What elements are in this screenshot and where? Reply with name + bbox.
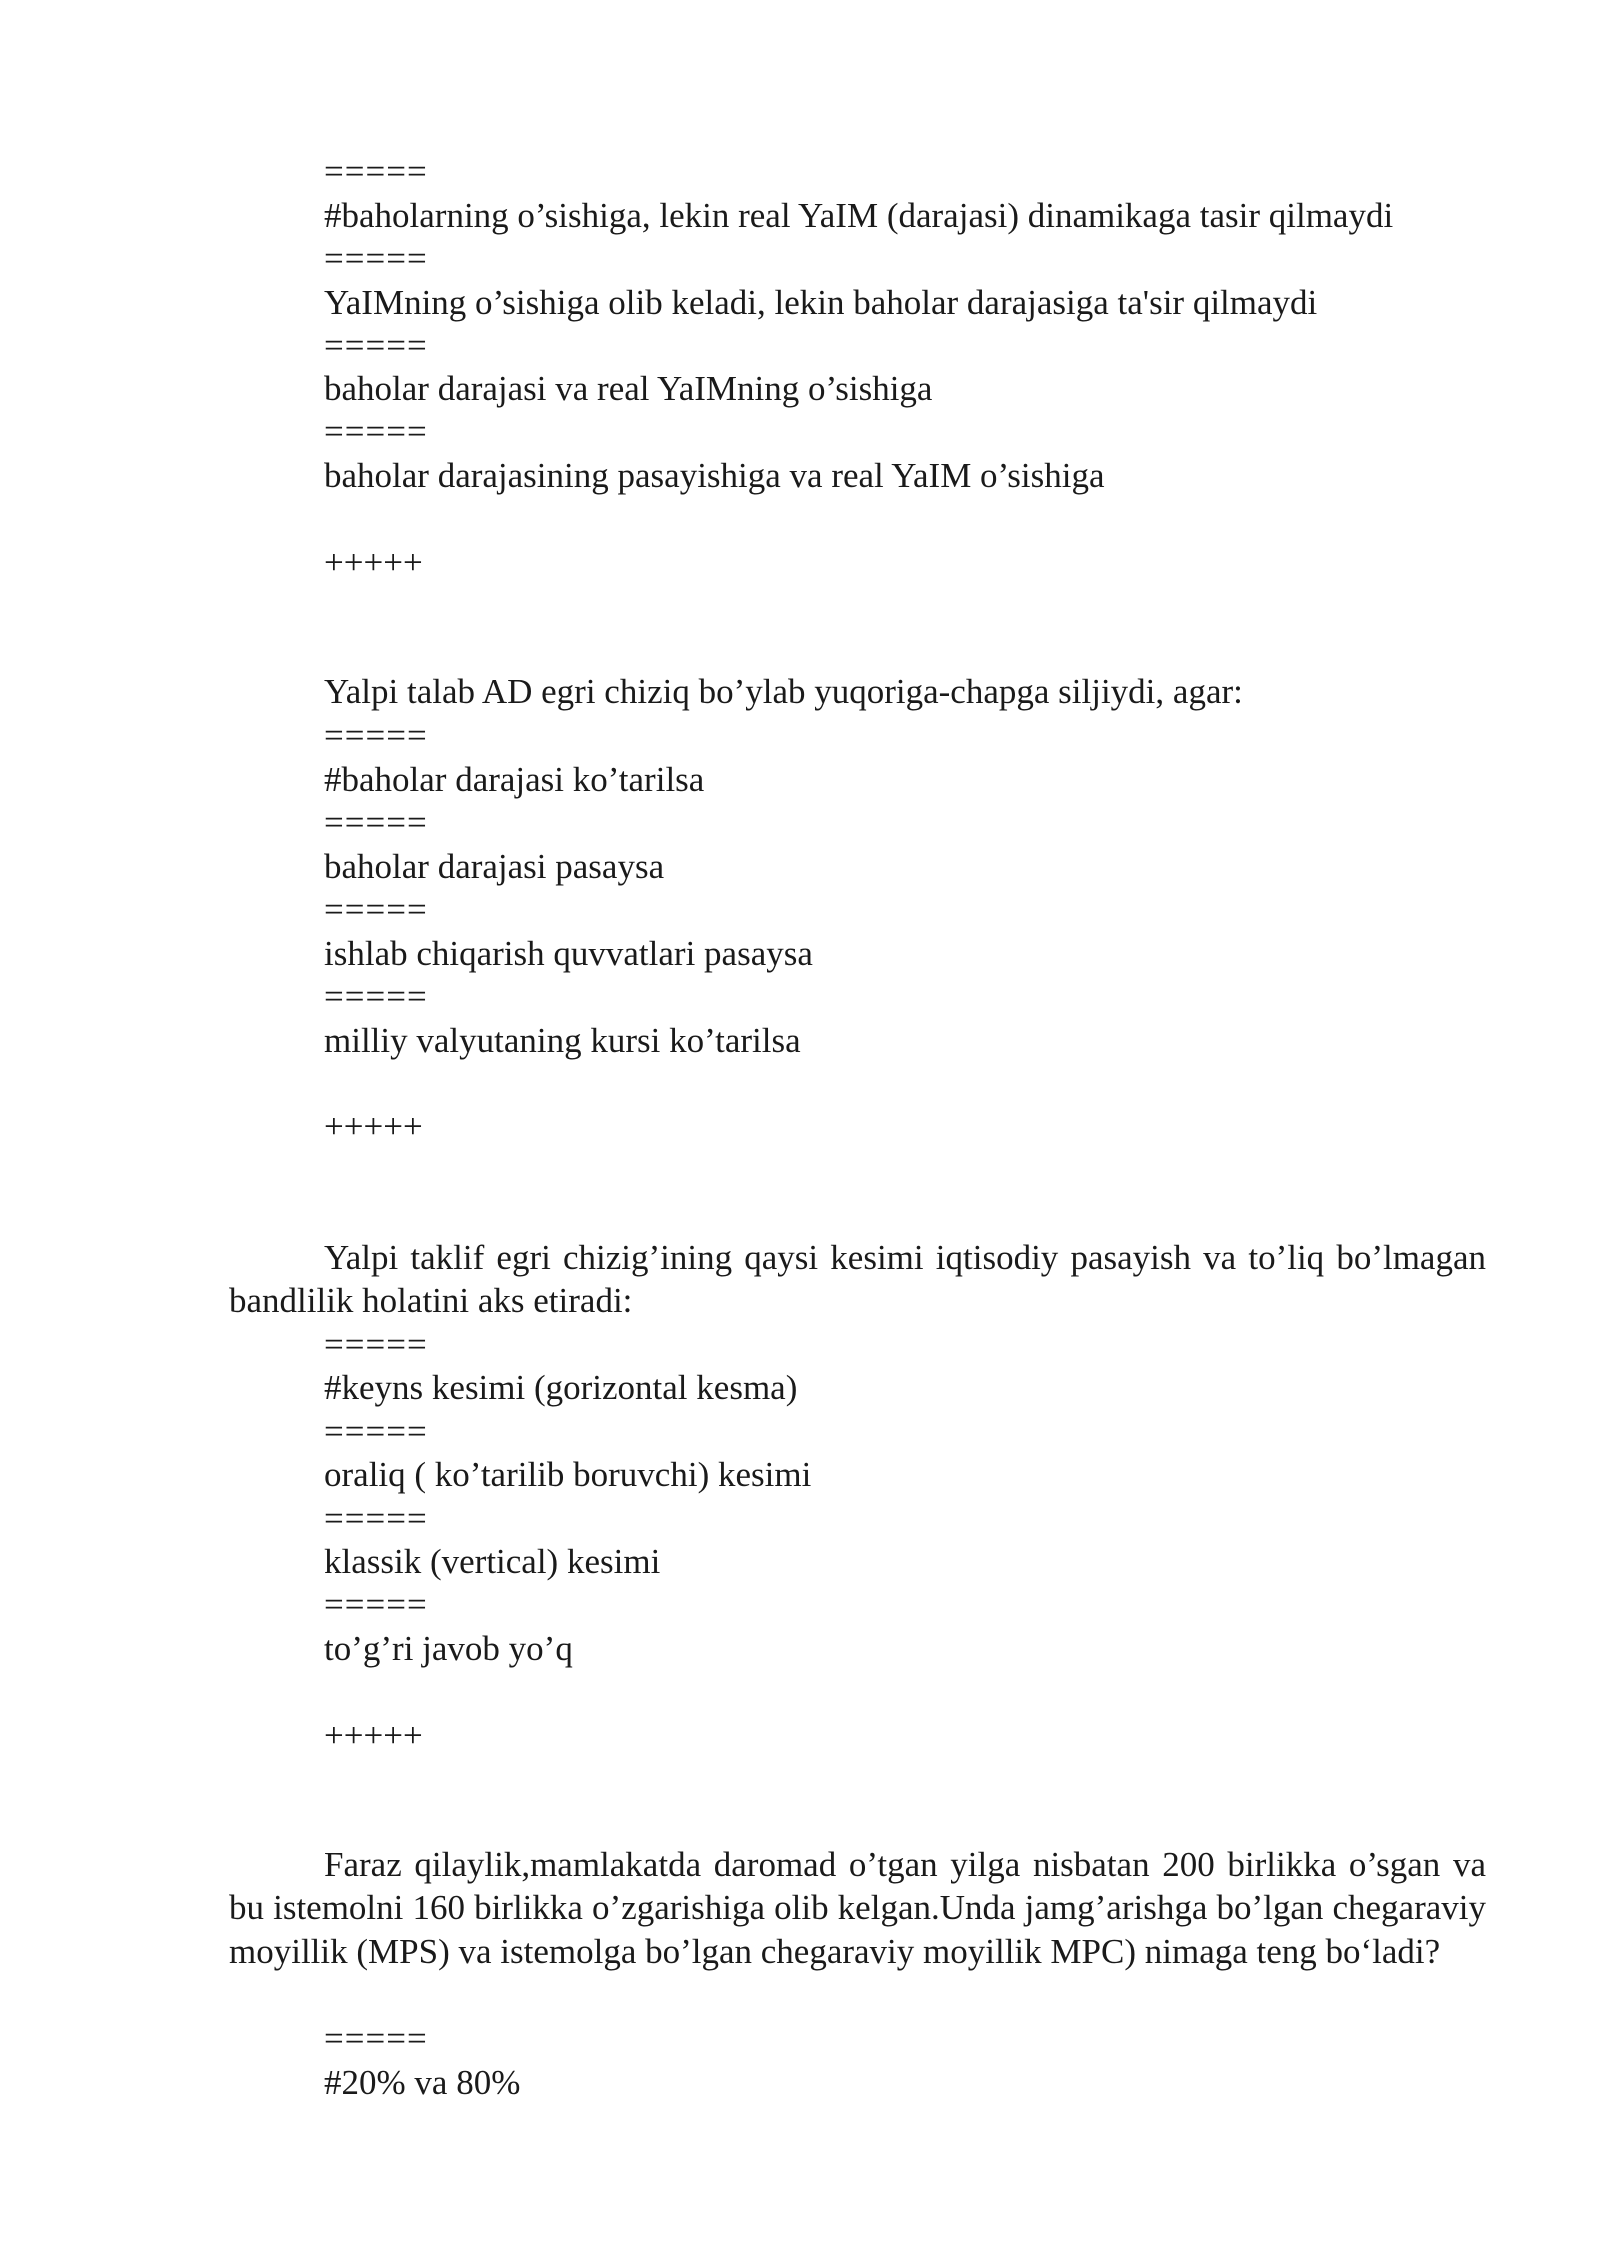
question-separator: +++++ — [324, 1716, 423, 1755]
answer-option: baholar darajasi pasaysa — [324, 847, 665, 886]
option-separator: ===== — [324, 1325, 428, 1364]
answer-option-correct: #keyns kesimi (gorizontal kesma) — [324, 1368, 798, 1407]
option-separator: ===== — [324, 716, 428, 755]
answer-option: baholar darajasining pasayishiga va real YaIM o’sishiga — [324, 456, 1105, 495]
question-text: Faraz qilaylik,mamlakatda daromad o’tgan yilga nisbatan 200 birlikka o’sgan va bu istemolni 160 birlikka o’zgarishiga olib kelgan.Unda jamg’arishga bo’lgan chegaraviy moyillik (MPS) va istemolga bo’lgan chegaraviy moyillik MPC) nimaga teng bo‘ladi? — [229, 1845, 1486, 1971]
answer-option: baholar darajasi va real YaIMning o’sishiga — [324, 369, 933, 408]
option-separator: ===== — [324, 1585, 428, 1624]
option-separator: ===== — [324, 2019, 428, 2058]
option-separator: ===== — [324, 977, 428, 1016]
answer-option-correct: #baholar darajasi ko’tarilsa — [324, 760, 705, 799]
answer-option: klassik (vertical) kesimi — [324, 1542, 661, 1581]
option-separator: ===== — [324, 239, 428, 278]
answer-option: YaIMning o’sishiga olib keladi, lekin baholar darajasiga ta'sir qilmaydi — [324, 283, 1318, 322]
question-separator: +++++ — [324, 1107, 423, 1146]
answer-option-correct: #baholarning o’sishiga, lekin real YaIM (darajasi) dinamikaga tasir qilmaydi — [324, 196, 1394, 235]
answer-option: ishlab chiqarish quvvatlari pasaysa — [324, 934, 813, 973]
question-text: Yalpi taklif egri chizig’ining qaysi kesimi iqtisodiy pasayish va to’liq bo’lmagan bandlilik holatini aks etiradi: — [229, 1238, 1486, 1321]
option-separator: ===== — [324, 890, 428, 929]
answer-option: milliy valyutaning kursi ko’tarilsa — [324, 1021, 801, 1060]
question-text: Yalpi talab AD egri chiziq bo’ylab yuqoriga-chapga siljiydi, agar: — [324, 672, 1243, 711]
option-separator: ===== — [324, 1499, 428, 1538]
option-separator: ===== — [324, 326, 428, 365]
option-separator: ===== — [324, 412, 428, 451]
answer-option-correct: #20% va 80% — [324, 2063, 521, 2102]
option-separator: ===== — [324, 1412, 428, 1451]
option-separator: ===== — [324, 803, 428, 842]
option-separator: ===== — [324, 152, 428, 191]
question-separator: +++++ — [324, 543, 423, 582]
answer-option: to’g’ri javob yo’q — [324, 1629, 573, 1668]
answer-option: oraliq ( ko’tarilib boruvchi) kesimi — [324, 1455, 812, 1494]
